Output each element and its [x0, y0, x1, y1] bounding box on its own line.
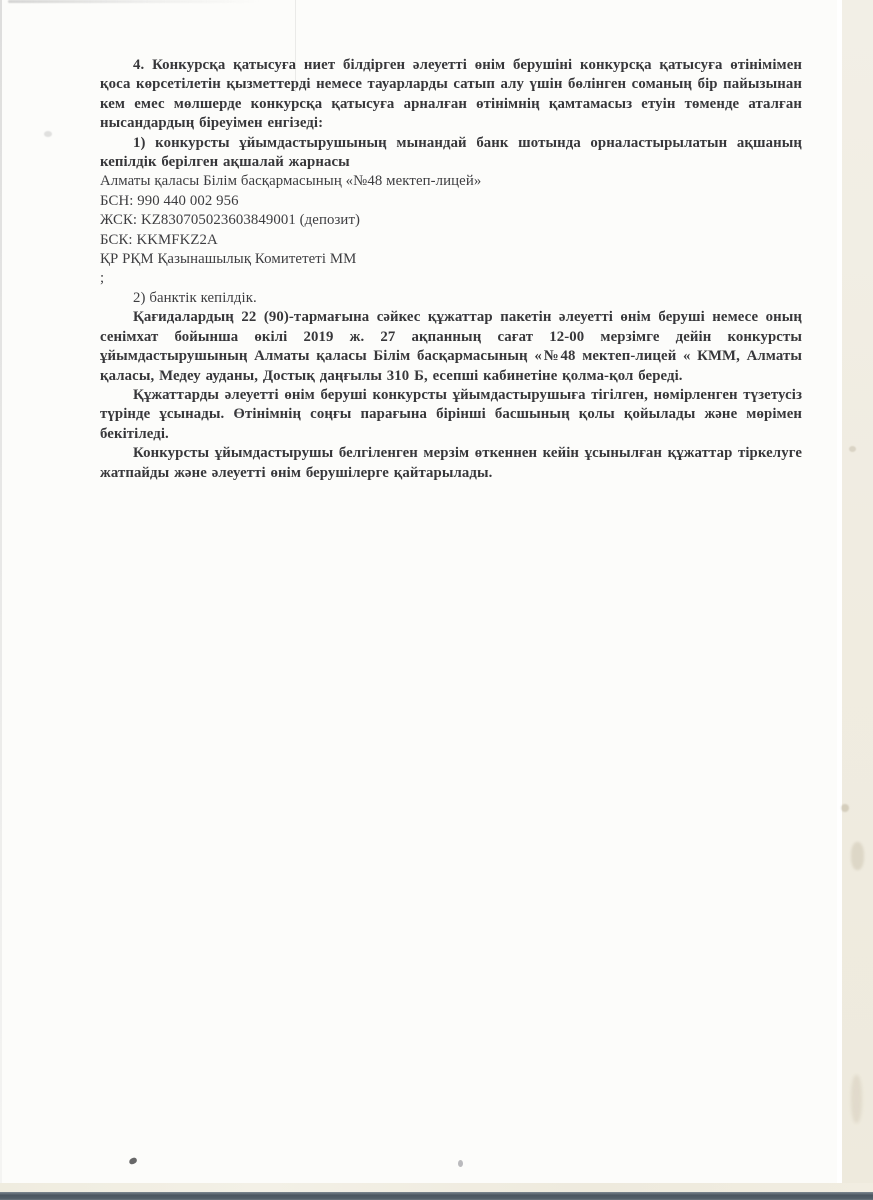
document-text-column [100, 56, 802, 483]
scan-artifact-scanner-bed-line [0, 1192, 873, 1200]
treasury-committee-line: ҚР РҚМ Қазынашылық Комитететі ММ [100, 251, 357, 268]
scan-artifact-right-gap [837, 0, 842, 1200]
semicolon-line: ; [100, 270, 105, 287]
scan-artifact-top-smudge [8, 0, 260, 3]
scan-artifact-right-paper-edge [842, 0, 873, 1200]
scan-artifact-stain-1 [849, 446, 856, 452]
paragraph-clause-4: 4. Конкурсқа қатысуға ниет білдірген әлеуетті өнім берушіні конкурсқа қатысуға өтінімімен қоса көрсетілетін қызметтерді немесе тауарларды сатып алу үшін бөлінген соманың бір пайызынан кем емес мөлшерде конкурсқа қатысуға арналған өтінімнің қамтамасыз етуін төменде аталған нысандардың біреуімен енгізеді: [100, 57, 802, 132]
scan-artifact-bottom-paper-edge [0, 1183, 873, 1192]
paragraph-subclause-2: 2) банктік кепілдік. [133, 289, 257, 306]
paragraph-documents-binding: Құжаттарды әлеуетті өнім беруші конкурсты ұйымдастырушыға тігілген, нөмірленген түзетусіз түрінде ұсынады. Өтінімнің соңғы парағына бірінші басшының қолы қойылады және мөрімен бекітіледі. [100, 386, 802, 442]
scan-artifact-stain-4 [851, 1075, 862, 1123]
paragraph-late-submission: Конкурсты ұйымдастырушы белгіленген мерзім өткеннен кейін ұсынылған құжаттар тіркелуге жатпайды және әлеуетті өнім берушілерге қайтарылады. [100, 445, 802, 481]
paragraph-subclause-1: 1) конкурсты ұйымдастырушының мынандай банк шотында орналастырылатын ақшаның кепілдік берілген ақшалай жарнасы [100, 134, 802, 171]
bsn-line: БСН: 990 440 002 956 [100, 192, 239, 209]
scan-artifact-margin-speck [44, 131, 52, 137]
scan-artifact-faint-speck [458, 1160, 463, 1167]
bsk-bic-line: БСК: KKMFKZ2A [100, 231, 218, 248]
scan-artifact-stain-3 [851, 842, 864, 870]
scan-artifact-left-edge [0, 0, 2, 1200]
scan-artifact-ink-speck [128, 1157, 137, 1165]
zhsk-iban-line: ЖСК: KZ830705023603849001 (депозит) [100, 212, 361, 229]
paragraph-rules-22-90: Қағидалардың 22 (90)-тармағына сәйкес құжаттар пакетін әлеуетті өнім беруші немесе оның сенімхат бойынша өкілі 2019 ж. 27 ақпанның сағат 12-00 мерзімге дейін конкурсты ұйымдастырушының Алматы қаласы Білім басқармасының «№48 мектеп-лицей « КММ, Алматы қаласы, Медеу ауданы, Достық даңғылы 310 Б, есепші кабинетіне қолма-қол береді. [100, 309, 802, 384]
scan-artifact-stain-2 [841, 804, 849, 812]
bank-name-line: Алматы қаласы Білім басқармасының «№48 мектеп-лицей» [100, 173, 482, 190]
